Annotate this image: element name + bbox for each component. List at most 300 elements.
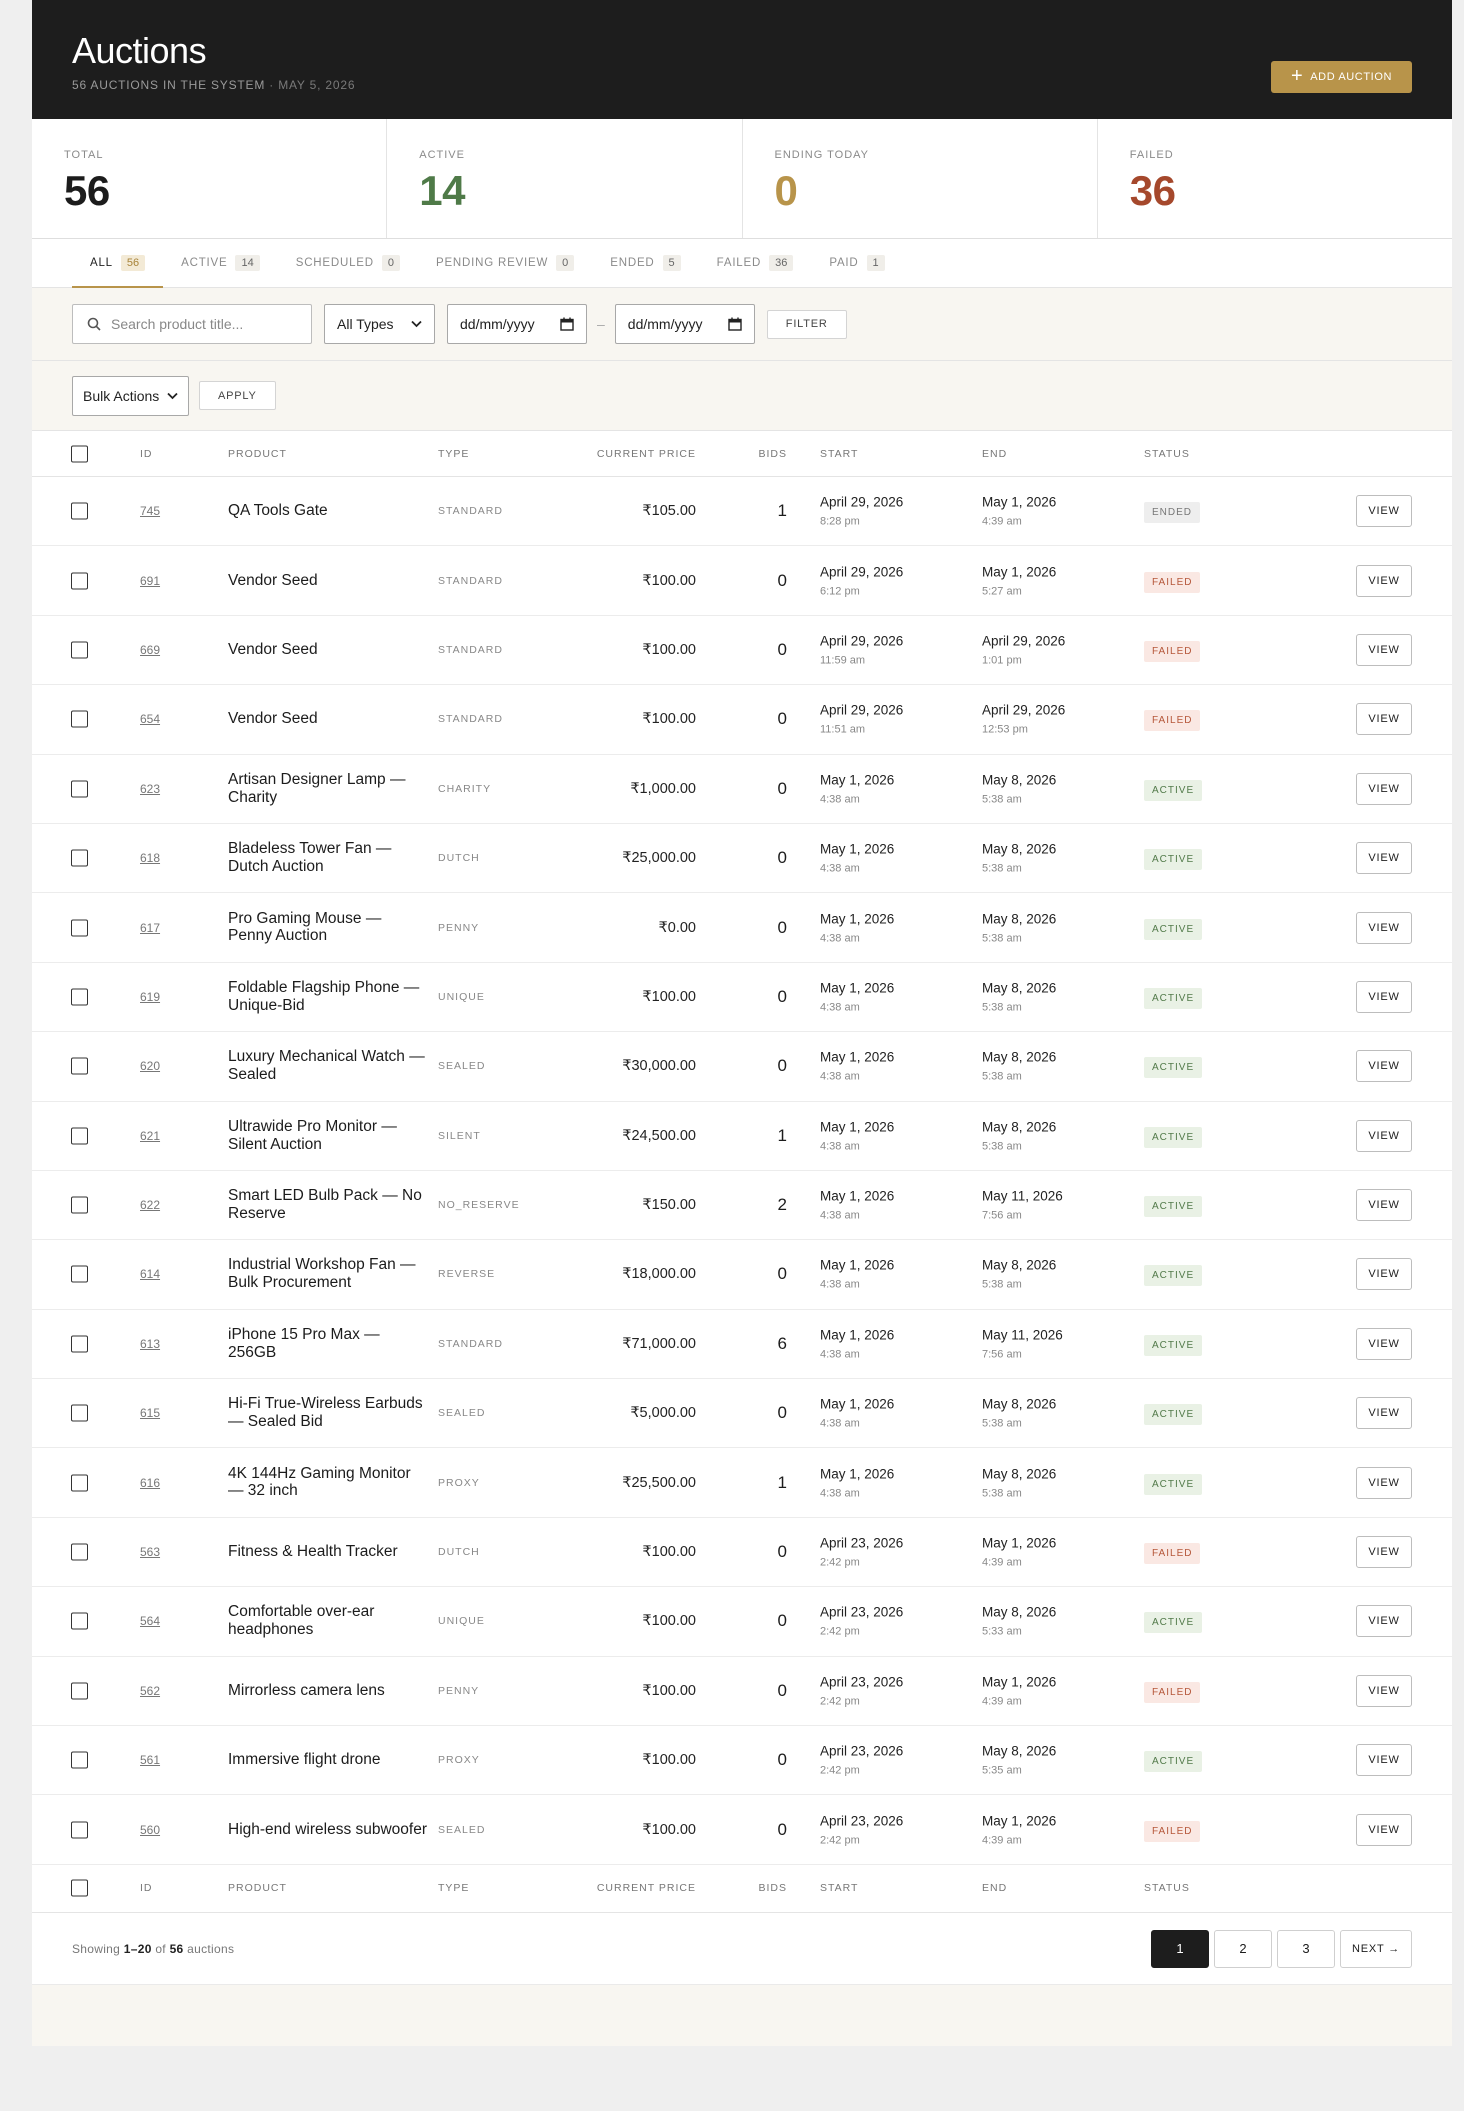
start-time: 11:51 am [820,723,866,736]
start-datetime [820,495,903,528]
tab-paid[interactable] [811,239,902,287]
select-all-checkbox[interactable] [71,445,88,462]
start-time: 4:38 am [820,1001,860,1014]
status-cell [1144,780,1202,798]
current-price: ₹105.00 [642,503,696,520]
tab-ended[interactable] [592,239,698,287]
tab-count-badge: 5 [663,255,681,271]
showing-text [72,1942,234,1956]
row-checkbox[interactable] [71,1266,88,1283]
row-checkbox[interactable] [71,641,88,658]
table-row [32,685,1452,754]
product-title: Vendor Seed [228,571,318,589]
row-actions [1356,1536,1412,1568]
start-date: May 1, 2026 [820,1257,895,1273]
end-time: 5:38 am [982,1487,1022,1500]
col-price[interactable]: CURRENT PRICE [596,1882,696,1895]
table-row [32,1587,1452,1656]
start-date: May 1, 2026 [820,1119,895,1135]
status-cell [1144,1057,1202,1075]
start-time: 4:38 am [820,1070,860,1083]
end-time: 5:38 am [982,932,1022,945]
end-time: 5:38 am [982,1001,1022,1014]
col-product[interactable]: PRODUCT [228,447,287,460]
end-time: 5:35 am [982,1764,1022,1777]
start-datetime [820,1813,903,1846]
end-datetime [982,1050,1056,1083]
current-price: ₹100.00 [642,1821,696,1838]
add-auction-button[interactable] [1271,61,1412,93]
status-cell [1144,988,1202,1006]
start-date: April 23, 2026 [820,1604,904,1620]
start-datetime [820,911,894,944]
status-badge: ENDED [1144,502,1200,523]
auction-id-link[interactable]: 619 [140,989,161,1004]
auction-type: SILENT [438,1129,481,1142]
end-datetime [982,911,1056,944]
type-select[interactable] [324,304,435,344]
status-cell [1144,1821,1200,1839]
view-button[interactable]: VIEW [1356,1605,1412,1637]
auction-type: CHARITY [438,782,492,795]
row-actions [1356,1744,1412,1776]
product-title: 4K 144Hz Gaming Monitor — 32 inch [228,1464,411,1500]
start-datetime [820,703,903,736]
end-time: 5:38 am [982,862,1022,875]
bid-count: 0 [777,1264,787,1284]
row-actions [1356,1050,1412,1082]
auction-id-link[interactable]: 561 [140,1753,161,1768]
row-checkbox[interactable] [71,988,88,1005]
tab-count-badge: 56 [121,255,145,271]
table-row [32,1240,1452,1309]
view-button[interactable]: VIEW [1356,1120,1412,1152]
auction-type: PROXY [438,1754,480,1767]
auction-type: DUTCH [438,1546,480,1559]
col-start[interactable]: START [820,1882,859,1895]
row-checkbox[interactable] [71,1058,88,1075]
search-input[interactable] [111,316,291,332]
showing-of: of [155,1941,166,1956]
auction-type: SEALED [438,1407,486,1420]
auction-id-link[interactable]: 745 [140,504,161,519]
product-title: Foldable Flagship Phone — Unique-Bid [228,979,420,1014]
view-button[interactable]: VIEW [1356,1328,1412,1360]
start-datetime [820,980,894,1013]
status-badge: ACTIVE [1144,849,1202,870]
showing-range: 1–20 [123,1941,152,1956]
col-status[interactable]: STATUS [1144,1882,1190,1895]
table-row [32,546,1452,615]
end-datetime [982,564,1056,597]
page-button-2[interactable]: 2 [1214,1930,1272,1968]
col-type[interactable]: TYPE [438,447,470,460]
table-row [32,1171,1452,1240]
col-id[interactable]: ID [140,1882,153,1895]
col-product[interactable]: PRODUCT [228,1882,287,1895]
status-cell [1144,572,1200,590]
auction-id-link[interactable]: 613 [140,1336,161,1351]
table-row [32,477,1452,546]
end-date: May 8, 2026 [982,1049,1057,1065]
start-date: May 1, 2026 [820,1327,895,1343]
page [32,0,1452,2046]
page-button-3[interactable]: 3 [1277,1930,1335,1968]
current-price: ₹150.00 [642,1197,696,1214]
tab-count-badge: 36 [769,255,793,271]
bulk-actions-select[interactable] [72,376,189,416]
bid-count: 1 [777,501,787,521]
tab-failed[interactable] [699,239,812,287]
auction-id-link[interactable]: 622 [140,1198,161,1213]
row-checkbox[interactable] [71,1544,88,1561]
bid-count: 0 [777,1611,787,1631]
calendar-icon[interactable] [728,317,742,331]
start-datetime [820,1744,903,1777]
view-button[interactable]: VIEW [1356,773,1412,805]
auction-type: NO_RESERVE [438,1199,520,1212]
end-date: May 8, 2026 [982,1604,1057,1620]
start-time: 2:42 pm [820,1695,860,1708]
col-bids[interactable]: BIDS [758,447,787,460]
status-badge: ACTIVE [1144,1265,1202,1286]
tab-label: ALL [90,257,113,269]
status-badge: FAILED [1144,1682,1200,1703]
stat-label: FAILED [1129,149,1174,161]
start-date: April 23, 2026 [820,1743,904,1759]
row-checkbox[interactable] [71,780,88,797]
current-price: ₹100.00 [642,1613,696,1630]
filter-button[interactable]: FILTER [767,310,847,339]
end-time: 5:33 am [982,1625,1022,1638]
start-datetime [820,564,903,597]
status-cell [1144,1404,1202,1422]
start-time: 4:38 am [820,1278,860,1291]
view-button[interactable]: VIEW [1356,981,1412,1013]
auction-id-link[interactable]: 618 [140,851,161,866]
tab-count-badge: 1 [867,255,885,271]
auction-type: REVERSE [438,1268,496,1281]
row-checkbox[interactable] [71,503,88,520]
calendar-icon[interactable] [560,317,574,331]
view-button[interactable]: VIEW [1356,842,1412,874]
end-date: May 8, 2026 [982,772,1057,788]
bid-count: 0 [777,1542,787,1562]
bid-count: 1 [777,1472,787,1492]
row-checkbox[interactable] [71,572,88,589]
end-time: 7:56 am [982,1348,1022,1361]
row-checkbox[interactable] [71,1752,88,1769]
status-cell [1144,1751,1202,1769]
bid-count: 0 [777,1750,787,1770]
auction-id-link[interactable]: 623 [140,781,161,796]
start-time: 4:38 am [820,1417,860,1430]
auction-type: STANDARD [438,1337,503,1350]
date-to-value: dd/mm/yyyy [627,316,703,332]
col-id[interactable]: ID [140,447,153,460]
view-button[interactable]: VIEW [1356,912,1412,944]
auction-id-link[interactable]: 614 [140,1267,161,1282]
row-actions [1356,981,1412,1013]
auction-count-text: 56 AUCTIONS IN THE SYSTEM [72,78,266,92]
view-button[interactable]: VIEW [1356,565,1412,597]
end-date: May 1, 2026 [982,1674,1057,1690]
end-datetime [982,1536,1056,1569]
end-datetime [982,1813,1056,1846]
end-time: 5:38 am [982,793,1022,806]
status-cell [1144,1612,1202,1630]
end-datetime [982,633,1065,666]
col-start[interactable]: START [820,447,859,460]
view-button[interactable]: VIEW [1356,634,1412,666]
end-datetime [982,980,1056,1013]
status-badge: FAILED [1144,1821,1200,1842]
bid-count: 0 [777,570,787,590]
product-title: Mirrorless camera lens [228,1681,385,1699]
auction-id-link[interactable]: 564 [140,1614,161,1629]
status-cell [1144,1127,1202,1145]
apply-button[interactable]: APPLY [199,381,276,410]
showing-suffix: auctions [187,1941,235,1956]
start-date: May 1, 2026 [820,1188,895,1204]
row-checkbox[interactable] [71,1682,88,1699]
auction-id-link[interactable]: 563 [140,1545,161,1560]
current-price: ₹0.00 [658,919,696,936]
auction-id-link[interactable]: 621 [140,1128,161,1143]
row-checkbox[interactable] [71,1405,88,1422]
end-time: 5:38 am [982,1070,1022,1083]
status-badge: ACTIVE [1144,1196,1202,1217]
end-time: 5:38 am [982,1417,1022,1430]
tab-count-badge: 0 [556,255,574,271]
auction-id-link[interactable]: 654 [140,712,161,727]
end-time: 4:39 am [982,1556,1022,1569]
stat-label: ACTIVE [419,149,465,161]
start-date: April 23, 2026 [820,1674,904,1690]
end-time: 4:39 am [982,515,1022,528]
tab-pending-review[interactable] [418,239,592,287]
start-datetime [820,1189,894,1222]
select-all-checkbox[interactable] [71,1880,88,1897]
end-datetime [982,1605,1056,1638]
status-cell [1144,1335,1202,1353]
row-checkbox[interactable] [71,1335,88,1352]
end-date: May 1, 2026 [982,1813,1057,1829]
view-button[interactable]: VIEW [1356,1675,1412,1707]
end-datetime [982,495,1056,528]
status-badge: ACTIVE [1144,1335,1202,1356]
col-status[interactable]: STATUS [1144,447,1190,460]
auction-id-link[interactable]: 691 [140,573,161,588]
start-date: April 23, 2026 [820,1535,904,1551]
view-button[interactable]: VIEW [1356,1189,1412,1221]
end-datetime [982,1327,1063,1360]
row-checkbox[interactable] [71,1127,88,1144]
type-select-value: All Types [337,316,394,332]
end-date: May 11, 2026 [982,1327,1063,1343]
bid-count: 0 [777,1819,787,1839]
current-price: ₹100.00 [642,572,696,589]
table-row [32,1102,1452,1171]
start-datetime [820,1258,894,1291]
date-to-input[interactable] [615,304,755,344]
chevron-down-icon [411,320,422,328]
product-title: QA Tools Gate [228,502,328,520]
table-row [32,1448,1452,1517]
start-datetime [820,1674,903,1707]
end-datetime [982,842,1056,875]
row-checkbox[interactable] [71,850,88,867]
start-datetime [820,633,903,666]
table-row [32,755,1452,824]
row-actions [1356,703,1412,735]
row-checkbox[interactable] [71,1474,88,1491]
current-price: ₹100.00 [642,1752,696,1769]
row-actions [1356,1328,1412,1360]
date-from-input[interactable] [447,304,587,344]
end-datetime [982,1189,1063,1222]
status-badge: FAILED [1144,572,1200,593]
row-actions [1356,1189,1412,1221]
start-date: May 1, 2026 [820,841,895,857]
auction-id-link[interactable]: 560 [140,1822,161,1837]
col-end[interactable]: END [982,1882,1008,1895]
start-datetime [820,772,894,805]
row-actions [1356,1814,1412,1846]
page-title: Auctions [72,30,207,71]
auction-id-link[interactable]: 562 [140,1683,161,1698]
table-row [32,1310,1452,1379]
auction-id-link[interactable]: 617 [140,920,161,935]
start-datetime [820,1605,903,1638]
auction-id-link[interactable]: 669 [140,642,161,657]
bid-count: 0 [777,778,787,798]
status-cell [1144,502,1200,520]
view-button[interactable]: VIEW [1356,1467,1412,1499]
row-actions [1356,1258,1412,1290]
bid-count: 0 [777,639,787,659]
start-time: 4:38 am [820,1487,860,1500]
start-date: April 29, 2026 [820,702,904,718]
view-button[interactable]: VIEW [1356,1050,1412,1082]
bid-count: 0 [777,917,787,937]
tab-active[interactable] [163,239,278,287]
status-cell [1144,641,1200,659]
view-button[interactable]: VIEW [1356,495,1412,527]
end-datetime [982,703,1065,736]
auction-id-link[interactable]: 615 [140,1406,161,1421]
start-time: 4:38 am [820,1209,860,1222]
end-date: May 8, 2026 [982,841,1057,857]
tab-label: PENDING REVIEW [435,257,549,269]
end-date: April 29, 2026 [982,702,1066,718]
current-price: ₹100.00 [642,711,696,728]
current-price: ₹100.00 [642,641,696,658]
row-actions [1356,634,1412,666]
view-button[interactable]: VIEW [1356,703,1412,735]
end-datetime [982,1258,1056,1291]
col-type[interactable]: TYPE [438,1882,470,1895]
col-bids[interactable]: BIDS [758,1882,787,1895]
view-button[interactable]: VIEW [1356,1536,1412,1568]
row-checkbox[interactable] [71,919,88,936]
row-actions [1356,773,1412,805]
product-title: High-end wireless subwoofer [228,1820,428,1838]
row-actions [1356,842,1412,874]
end-date: May 1, 2026 [982,1535,1057,1551]
view-button[interactable]: VIEW [1356,1397,1412,1429]
row-checkbox[interactable] [71,1197,88,1214]
next-page-button[interactable]: NEXT → [1340,1930,1412,1968]
end-date: May 8, 2026 [982,1119,1057,1135]
current-price: ₹18,000.00 [622,1266,696,1283]
row-checkbox[interactable] [71,1821,88,1838]
start-date: April 23, 2026 [820,1813,904,1829]
start-datetime [820,1050,894,1083]
start-datetime [820,1327,894,1360]
search-icon [87,317,101,331]
tab-label: SCHEDULED [295,257,374,269]
view-button[interactable]: VIEW [1356,1744,1412,1776]
product-title: Vendor Seed [228,641,318,659]
auction-id-link[interactable]: 620 [140,1059,161,1074]
start-time: 2:42 pm [820,1834,860,1847]
tab-scheduled[interactable] [278,239,418,287]
status-badge: ACTIVE [1144,988,1202,1009]
bulk-actions-bar [32,361,1452,431]
tab-label: FAILED [716,257,762,269]
auction-id-link[interactable]: 616 [140,1475,161,1490]
status-cell [1144,710,1200,728]
tab-all[interactable] [72,239,163,287]
end-time: 5:38 am [982,1278,1022,1291]
tab-label: PAID [829,257,859,269]
end-time: 5:27 am [982,585,1022,598]
current-price: ₹25,500.00 [622,1474,696,1491]
page-button-1[interactable]: 1 [1151,1930,1209,1968]
page-subtitle [72,78,355,92]
start-time: 4:38 am [820,793,860,806]
status-badge: FAILED [1144,641,1200,662]
current-price: ₹24,500.00 [622,1127,696,1144]
table-body [32,477,1452,1865]
start-datetime [820,842,894,875]
search-box[interactable] [72,304,312,344]
start-time: 4:38 am [820,862,860,875]
view-button[interactable]: VIEW [1356,1814,1412,1846]
view-button[interactable]: VIEW [1356,1258,1412,1290]
start-time: 6:12 pm [820,585,860,598]
bid-count: 0 [777,1056,787,1076]
auction-type: PROXY [438,1476,480,1489]
current-price: ₹30,000.00 [622,1058,696,1075]
date-range-separator: – [597,316,605,332]
start-date: May 1, 2026 [820,911,895,927]
status-badge: FAILED [1144,1543,1200,1564]
col-price[interactable]: CURRENT PRICE [596,447,696,460]
col-end[interactable]: END [982,447,1008,460]
row-actions [1356,1675,1412,1707]
row-checkbox[interactable] [71,711,88,728]
auction-type: STANDARD [438,574,503,587]
stat-label: ENDING TODAY [774,149,870,161]
row-checkbox[interactable] [71,1613,88,1630]
end-datetime [982,1397,1056,1430]
chevron-down-icon [167,392,178,400]
auction-type: DUTCH [438,852,480,865]
status-badge: ACTIVE [1144,1612,1202,1633]
product-title: Smart LED Bulb Pack — No Reserve [228,1187,422,1223]
